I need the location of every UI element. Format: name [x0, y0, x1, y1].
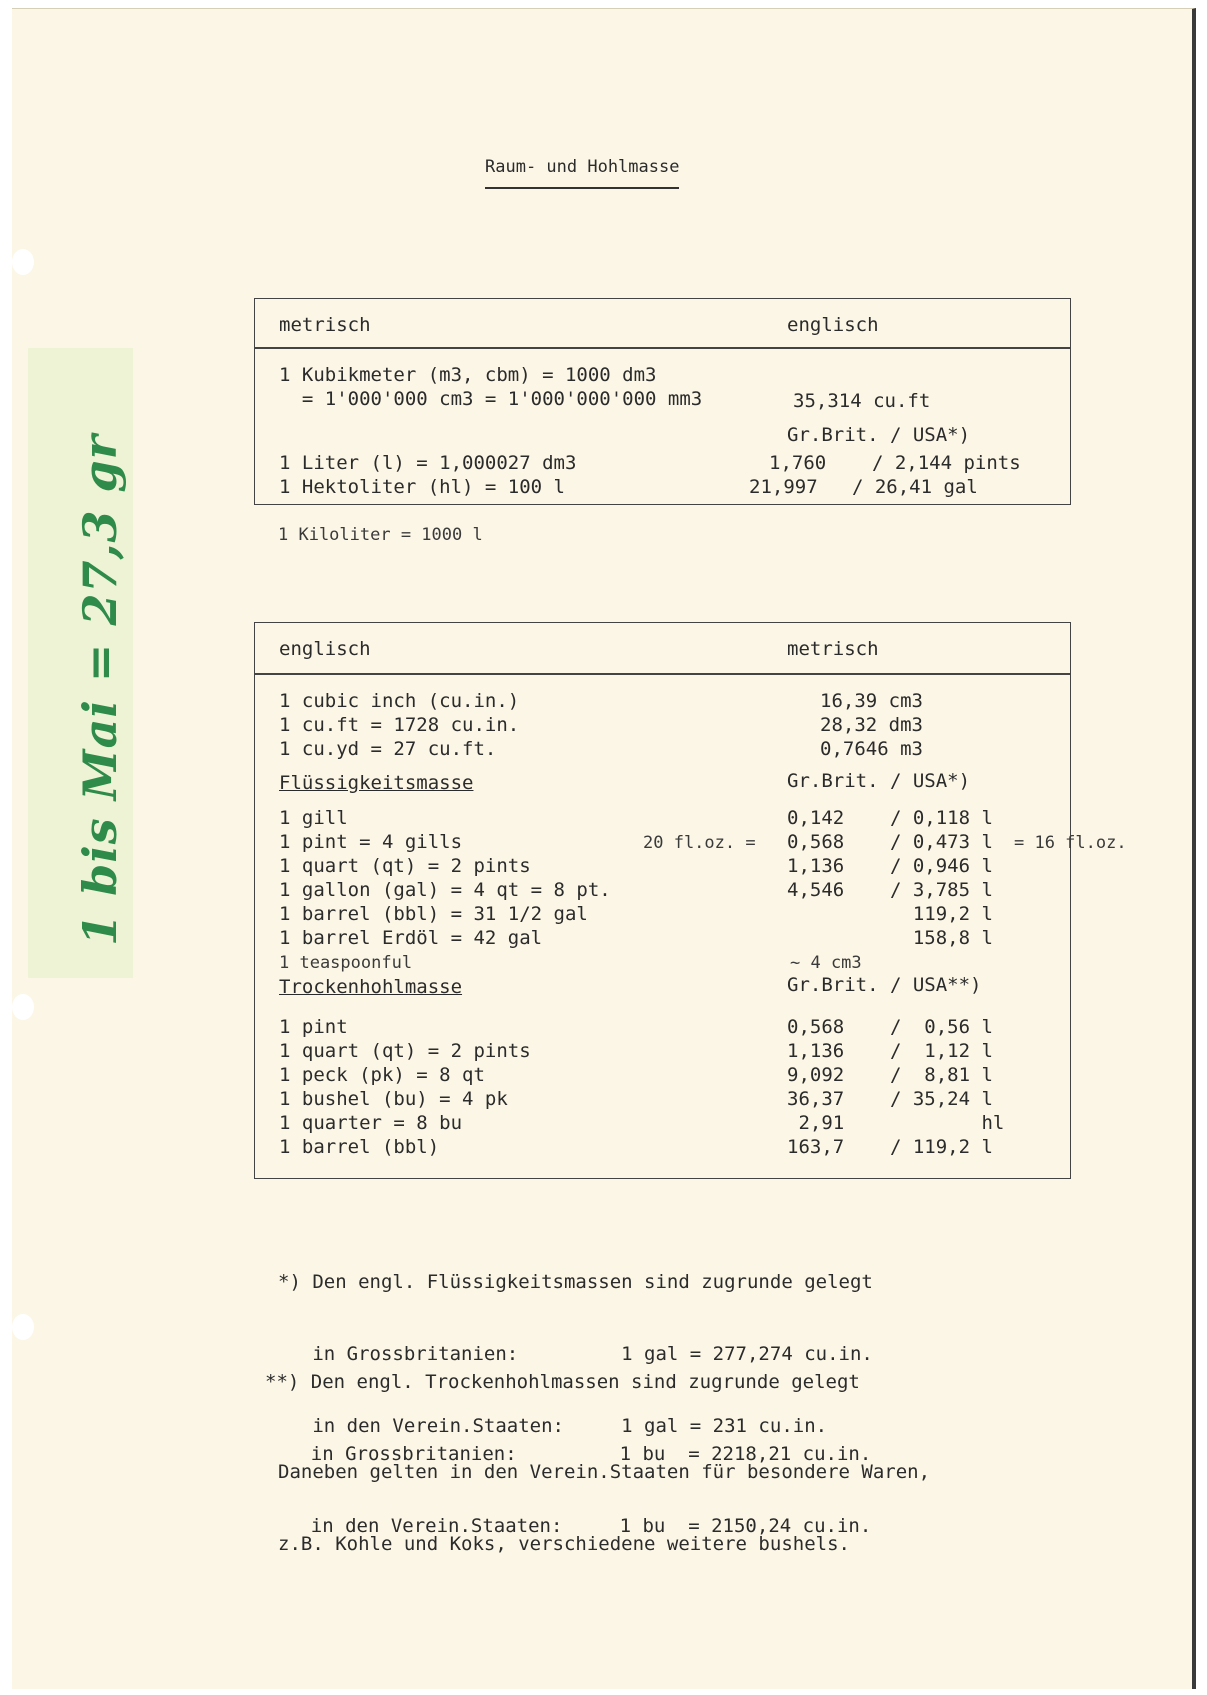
- english-to-metric-table: [254, 622, 1127, 1179]
- handwritten-note: 1 bis Mai = 27,3 gr: [73, 434, 127, 946]
- footnote-line: **) Den engl. Trockenhohlmassen sind zugrunde gelegt: [265, 1371, 860, 1393]
- dry-row-right: 163,7 / 119,2 l: [787, 1136, 993, 1158]
- dry-row-left: 1 bushel (bu) = 4 pk: [279, 1088, 508, 1110]
- footnote-line: in den Verein.Staaten: 1 bu = 2150,24 cu.in.: [265, 1515, 872, 1537]
- fluid-row-right: ~ 4 cm3: [790, 953, 862, 973]
- punch-hole: [12, 249, 34, 275]
- cubic-row-left: 1 cu.ft = 1728 cu.in.: [279, 714, 520, 736]
- dry-row-left: 1 quart (qt) = 2 pints: [279, 1040, 531, 1062]
- closing-line: Daneben gelten in den Verein.Staaten für besondere Waren,: [278, 1461, 931, 1483]
- fluid-row-right: 4,546 / 3,785 l: [787, 879, 993, 901]
- table1-row-right: 35,314 cu.ft: [793, 390, 931, 412]
- fluid-row-mid: 20 fl.oz. =: [643, 833, 756, 853]
- table1-row-right: 1,760 / 2,144 pints: [769, 452, 1021, 474]
- cubic-row-right: 28,32 dm3: [820, 714, 923, 736]
- table1-row-left: = 1'000'000 cm3 = 1'000'000'000 mm3: [279, 388, 703, 410]
- footnote-line: *) Den engl. Flüssigkeitsmassen sind zugrunde gelegt: [278, 1271, 873, 1293]
- fluid-row-right: 119,2 l: [787, 903, 993, 925]
- table1-row-left: 1 Hektoliter (hl) = 100 l: [279, 476, 565, 498]
- footnote-line: in Grossbritanien: 1 bu = 2218,21 cu.in.: [265, 1443, 872, 1465]
- fluid-row-left: 1 barrel (bbl) = 31 1/2 gal: [279, 903, 588, 925]
- fluid-section-heading: Flüssigkeitsmasse: [279, 772, 474, 794]
- closing-line: z.B. Kohle und Koks, verschiedene weitere bushels.: [278, 1533, 850, 1555]
- dry-section-heading: Trockenhohlmasse: [279, 976, 463, 998]
- fluid-row-left: 1 gallon (gal) = 4 qt = 8 pt.: [279, 879, 611, 901]
- dry-row-right: 0,568 / 0,56 l: [787, 1016, 993, 1038]
- table1-header-right: englisch: [787, 314, 879, 336]
- table1-row-left: 1 Kubikmeter (m3, cbm) = 1000 dm3: [279, 364, 657, 386]
- table1-header-left: metrisch: [279, 314, 371, 336]
- fluid-row-right: 1,136 / 0,946 l: [787, 855, 993, 877]
- cubic-row-right: 16,39 cm3: [820, 690, 923, 712]
- dry-row-left: 1 peck (pk) = 8 qt: [279, 1064, 485, 1086]
- closing-note: [278, 1412, 930, 1580]
- punch-hole: [12, 1314, 34, 1340]
- dry-row-right: 9,092 / 8,81 l: [787, 1064, 993, 1086]
- fluid-row-right: 158,8 l: [787, 927, 993, 949]
- dry-row-right: 1,136 / 1,12 l: [787, 1040, 993, 1062]
- table1-column-heading: Gr.Brit. / USA*): [787, 424, 971, 446]
- dry-row-right: 36,37 / 35,24 l: [787, 1088, 993, 1110]
- fluid-row-left: 1 pint = 4 gills: [279, 831, 463, 853]
- footnote-line: in Grossbritanien: 1 gal = 277,274 cu.in.: [278, 1343, 873, 1365]
- dry-row-right: 2,91 hl: [787, 1112, 1005, 1134]
- table1-header-divider: [255, 347, 1070, 349]
- fluid-row-left: 1 quart (qt) = 2 pints: [279, 855, 531, 877]
- page-title: Raum- und Hohlmasse: [485, 157, 679, 189]
- cubic-row-left: 1 cubic inch (cu.in.): [279, 690, 520, 712]
- table1-row-left: 1 Liter (l) = 1,000027 dm3: [279, 452, 577, 474]
- table1-row-right: 21,997 / 26,41 gal: [749, 476, 978, 498]
- table2-header-right: metrisch: [787, 638, 879, 660]
- footnote-line: in den Verein.Staaten: 1 gal = 231 cu.in.: [278, 1415, 828, 1437]
- fluid-row-right: 0,568 / 0,473 l: [787, 831, 993, 853]
- table2-header-left: englisch: [279, 638, 371, 660]
- dry-column-heading: Gr.Brit. / USA**): [787, 974, 982, 996]
- kiloliter-note: 1 Kiloliter = 1000 l: [278, 525, 483, 545]
- dry-row-left: 1 barrel (bbl): [279, 1136, 440, 1158]
- dry-row-left: 1 quarter = 8 bu: [279, 1112, 463, 1134]
- fluid-row-extra: = 16 fl.oz.: [1014, 833, 1127, 853]
- fluid-row-left: 1 barrel Erdöl = 42 gal: [279, 927, 543, 949]
- punch-hole: [12, 994, 34, 1020]
- table2-header-divider: [255, 673, 1070, 675]
- fluid-row-right: 0,142 / 0,118 l: [787, 807, 993, 829]
- fluid-row-left: 1 teaspoonful: [279, 953, 413, 973]
- metric-to-english-table: [254, 298, 1071, 505]
- dry-row-left: 1 pint: [279, 1016, 348, 1038]
- fluid-row-left: 1 gill: [279, 807, 348, 829]
- cubic-row-left: 1 cu.yd = 27 cu.ft.: [279, 738, 497, 760]
- fluid-column-heading: Gr.Brit. / USA*): [787, 770, 971, 792]
- cubic-row-right: 0,7646 m3: [820, 738, 923, 760]
